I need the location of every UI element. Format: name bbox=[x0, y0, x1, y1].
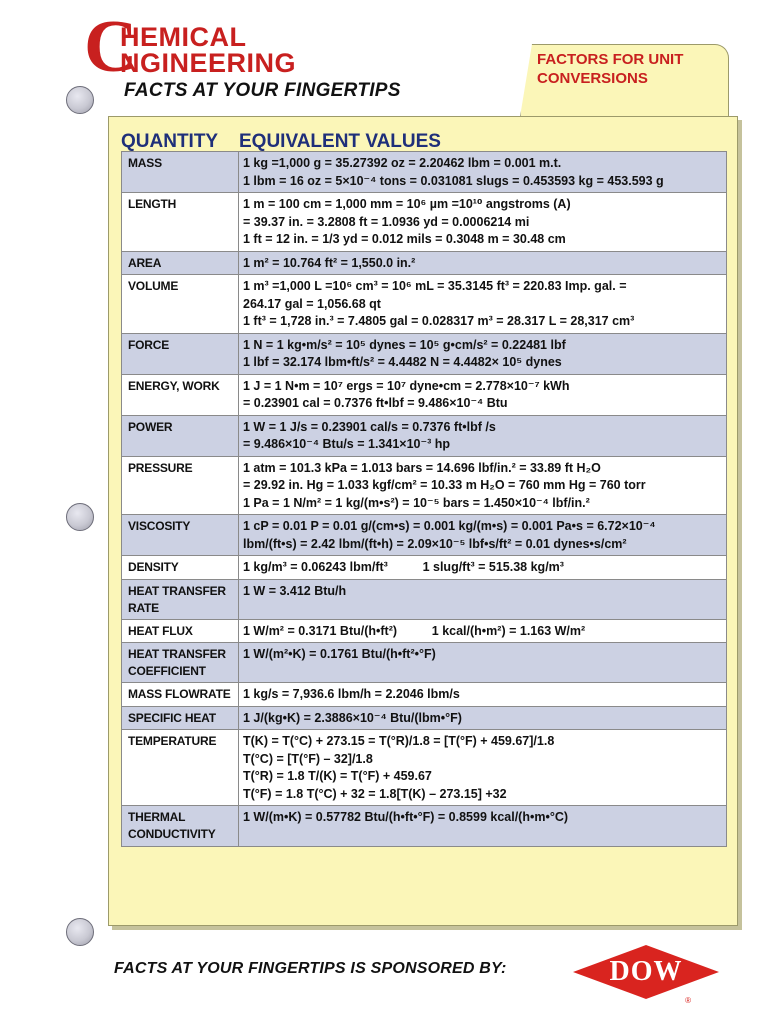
table-row bbox=[122, 515, 727, 556]
value-line: T(°C) = [T(°F) – 32]/1.8 bbox=[243, 751, 373, 766]
value-line: T(°R) = 1.8 T/(K) = T(°F) + 459.67 bbox=[243, 769, 432, 783]
value-line: = 9.486×10⁻⁴ Btu/s = 1.341×10⁻³ hp bbox=[243, 437, 450, 451]
value-line: 1 ft³ = 1,728 in.³ = 7.4805 gal = 0.028317 m³ = 28.317 L = 28,317 cm³ bbox=[243, 314, 635, 328]
quantity-cell: DENSITY bbox=[122, 556, 239, 580]
conversion-card bbox=[108, 116, 738, 926]
table-row bbox=[122, 579, 727, 619]
value-line: 264.17 gal = 1,056.68 qt bbox=[243, 296, 381, 311]
table-row bbox=[122, 556, 727, 580]
value-line: = 39.37 in. = 3.2808 ft = 1.0936 yd = 0.0006214 mi bbox=[243, 214, 530, 229]
values-cell bbox=[239, 333, 727, 374]
quantity-cell: PRESSURE bbox=[122, 456, 239, 515]
binder-hole-middle bbox=[66, 503, 94, 531]
value-line: 1 W = 1 J/s = 0.23901 cal/s = 0.7376 ft•lbf /s bbox=[243, 419, 496, 434]
values-cell bbox=[239, 193, 727, 252]
quantity-cell: VOLUME bbox=[122, 275, 239, 334]
registered-mark: ® bbox=[685, 996, 691, 1005]
value-line: 1 W/(m•K) = 0.57782 Btu/(h•ft•°F) = 0.8599 kcal/(h•m•°C) bbox=[243, 810, 569, 824]
values-cell bbox=[239, 515, 727, 556]
values-cell bbox=[239, 415, 727, 456]
quantity-cell: VISCOSITY bbox=[122, 515, 239, 556]
values-cell bbox=[239, 579, 727, 619]
logo-line-2: NGINEERING bbox=[120, 48, 297, 78]
value-line: = 29.92 in. Hg = 1.033 kgf/cm² = 10.33 m H₂O = 760 mm Hg = 760 torr bbox=[243, 478, 646, 492]
sponsor-text: FACTS AT YOUR FINGERTIPS IS SPONSORED BY: bbox=[114, 960, 507, 977]
table-row bbox=[122, 643, 727, 683]
table-row bbox=[122, 333, 727, 374]
value-line: 1 atm = 101.3 kPa = 1.013 bars = 14.696 lbf/in.² = 33.89 ft H₂O bbox=[243, 460, 601, 475]
quantity-cell: HEAT TRANSFER RATE bbox=[122, 579, 239, 619]
quantity-cell: POWER bbox=[122, 415, 239, 456]
values-cell bbox=[239, 556, 727, 580]
value-line: 1 Pa = 1 N/m² = 1 kg/(m•s²) = 10⁻⁵ bars = 1.450×10⁻⁴ lbf/in.² bbox=[243, 495, 590, 510]
value-line: 1 m = 100 cm = 1,000 mm = 10⁶ µm =10¹⁰ angstroms (A) bbox=[243, 197, 571, 211]
table-row bbox=[122, 275, 727, 334]
value-line: T(°F) = 1.8 T(°C) + 32 = 1.8[T(K) – 273.15] +32 bbox=[243, 786, 507, 801]
value-line: 1 W = 3.412 Btu/h bbox=[243, 583, 347, 598]
value-line: 1 kg/m³ = 0.06243 lbm/ft³ 1 slug/ft³ = 515.38 kg/m³ bbox=[243, 560, 564, 574]
quantity-cell: ENERGY, WORK bbox=[122, 374, 239, 415]
values-cell bbox=[239, 619, 727, 643]
value-line: 1 N = 1 kg•m/s² = 10⁵ dynes = 10⁵ g•cm/s² = 0.22481 lbf bbox=[243, 337, 566, 352]
quantity-cell: AREA bbox=[122, 251, 239, 275]
value-line: 1 lbf = 32.174 lbm•ft/s² = 4.4482 N = 4.4482× 10⁵ dynes bbox=[243, 355, 562, 369]
value-line: 1 m³ =1,000 L =10⁶ cm³ = 10⁶ mL = 35.3145 ft³ = 220.83 Imp. gal. = bbox=[243, 279, 627, 293]
values-cell bbox=[239, 730, 727, 806]
table-row bbox=[122, 683, 727, 707]
value-line: 1 kg =1,000 g = 35.27392 oz = 2.20462 lbm = 0.001 m.t. bbox=[243, 156, 562, 170]
value-line: 1 kg/s = 7,936.6 lbm/h = 2.2046 lbm/s bbox=[243, 687, 460, 701]
quantity-cell: TEMPERATURE bbox=[122, 730, 239, 806]
table-row bbox=[122, 706, 727, 730]
quantity-cell: FORCE bbox=[122, 333, 239, 374]
table-row bbox=[122, 456, 727, 515]
quantity-cell: MASS FLOWRATE bbox=[122, 683, 239, 707]
logo-initial: C bbox=[84, 6, 138, 88]
table-row bbox=[122, 415, 727, 456]
dow-logo bbox=[573, 945, 719, 1005]
quantity-cell: HEAT FLUX bbox=[122, 619, 239, 643]
header-equivalent-values: EQUIVALENT VALUES bbox=[239, 131, 441, 152]
value-line: 1 J = 1 N•m = 10⁷ ergs = 10⁷ dyne•cm = 2.778×10⁻⁷ kWh bbox=[243, 378, 570, 393]
value-line: T(K) = T(°C) + 273.15 = T(°R)/1.8 = [T(°F) + 459.67]/1.8 bbox=[243, 734, 555, 748]
quantity-cell: MASS bbox=[122, 152, 239, 193]
quantity-cell: THERMAL CONDUCTIVITY bbox=[122, 806, 239, 847]
table-row bbox=[122, 374, 727, 415]
binder-hole-bottom bbox=[66, 918, 94, 946]
table-row bbox=[122, 152, 727, 193]
value-line: lbm/(ft•s) = 2.42 lbm/(ft•h) = 2.09×10⁻⁵ lbf•s/ft² = 0.01 dynes•s/cm² bbox=[243, 536, 627, 551]
logo-line-1: HEMICAL bbox=[120, 22, 247, 52]
value-line: 1 ft = 12 in. = 1/3 yd = 0.012 mils = 0.3048 m = 30.48 cm bbox=[243, 232, 566, 246]
value-line bbox=[243, 827, 723, 844]
masthead-logo bbox=[84, 6, 464, 108]
header-quantity: QUANTITY bbox=[121, 131, 219, 152]
table-row bbox=[122, 619, 727, 643]
value-line: 1 J/(kg•K) = 2.3886×10⁻⁴ Btu/(lbm•°F) bbox=[243, 710, 462, 725]
masthead-tagline: FACTS AT YOUR FINGERTIPS bbox=[124, 80, 401, 101]
quantity-cell: LENGTH bbox=[122, 193, 239, 252]
value-line: = 0.23901 cal = 0.7376 ft•lbf = 9.486×10⁻⁴ Btu bbox=[243, 396, 508, 410]
values-cell bbox=[239, 374, 727, 415]
values-cell bbox=[239, 275, 727, 334]
table-row bbox=[122, 193, 727, 252]
dow-brand-text: DOW bbox=[609, 956, 683, 987]
quantity-cell: SPECIFIC HEAT bbox=[122, 706, 239, 730]
values-cell bbox=[239, 251, 727, 275]
table-row bbox=[122, 251, 727, 275]
values-cell bbox=[239, 152, 727, 193]
values-cell bbox=[239, 706, 727, 730]
value-line: 1 W/(m²•K) = 0.1761 Btu/(h•ft²•°F) bbox=[243, 647, 436, 661]
value-line: 1 lbm = 16 oz = 5×10⁻⁴ tons = 0.031081 slugs = 0.453593 kg = 453.593 g bbox=[243, 173, 664, 188]
table-row bbox=[122, 730, 727, 806]
value-line: 1 W/m² = 0.3171 Btu/(h•ft²) 1 kcal/(h•m²) = 1.163 W/m² bbox=[243, 623, 586, 638]
values-cell bbox=[239, 643, 727, 683]
conversion-table bbox=[121, 151, 727, 847]
values-cell bbox=[239, 456, 727, 515]
quantity-cell: HEAT TRANSFER COEFFICIENT bbox=[122, 643, 239, 683]
table-row bbox=[122, 806, 727, 847]
value-line: 1 m² = 10.764 ft² = 1,550.0 in.² bbox=[243, 255, 416, 270]
tab-title: FACTORS FOR UNIT CONVERSIONS bbox=[537, 51, 684, 87]
value-line: 1 cP = 0.01 P = 0.01 g/(cm•s) = 0.001 kg/(m•s) = 0.001 Pa•s = 6.72×10⁻⁴ bbox=[243, 519, 656, 533]
values-cell bbox=[239, 806, 727, 847]
values-cell bbox=[239, 683, 727, 707]
